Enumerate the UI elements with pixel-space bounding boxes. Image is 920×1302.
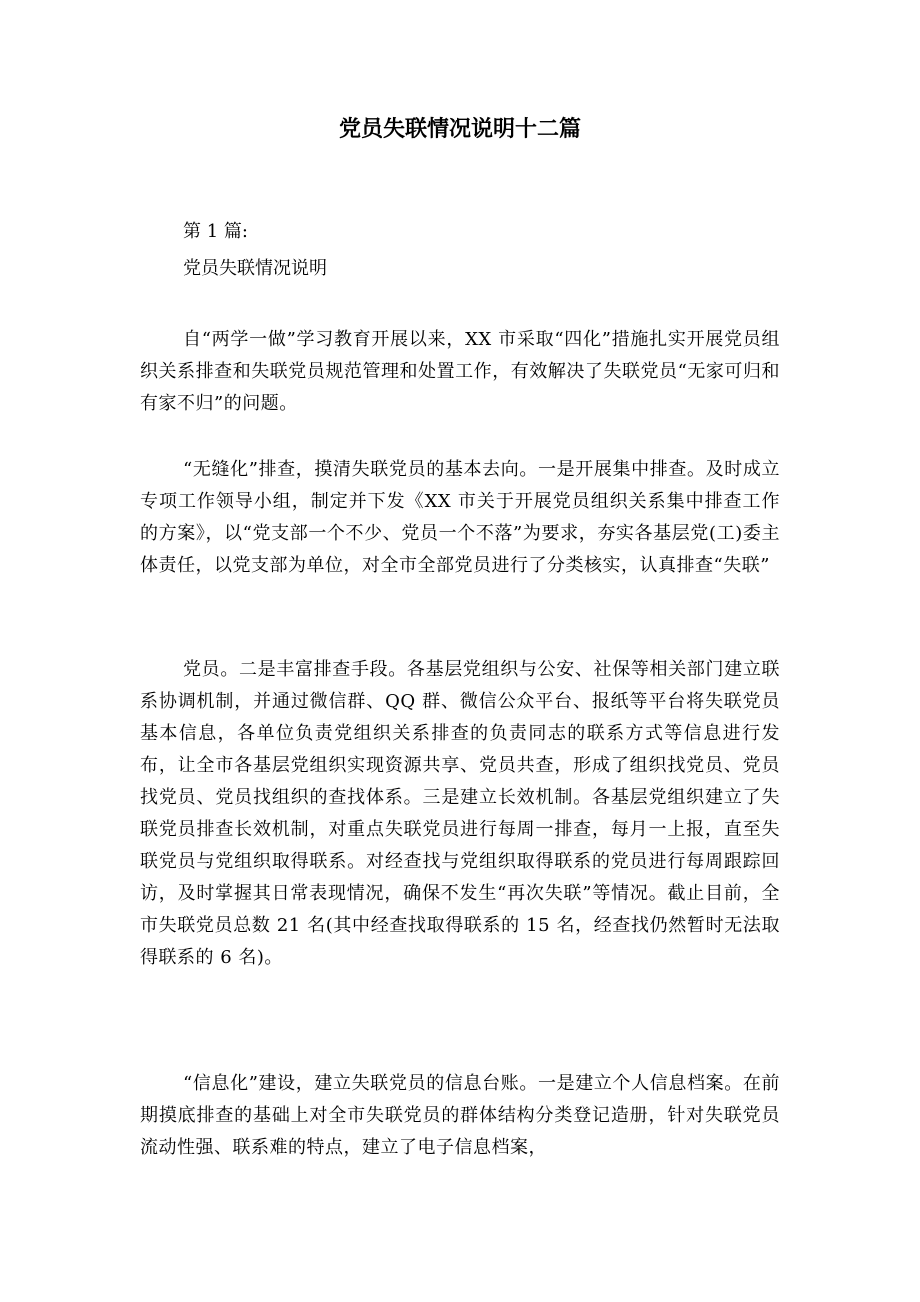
paragraph-seamless-check: “无缝化”排查，摸清失联党员的基本去向。一是开展集中排查。及时成立专项工作领导小组，制定并下发《XX 市关于开展党员组织关系集中排查工作的方案》，以“党支部一个不少、党员一个不落”为要求，夯实各基层党(工)委主体责任，以党支部为单位，对全市全部党员进行了分类核实，认真排查“失联”: [140, 459, 780, 576]
paragraph-check-methods: 党员。二是丰富排查手段。各基层党组织与公安、社保等相关部门建立联系协调机制，并通过微信群、QQ 群、微信公众平台、报纸等平台将失联党员基本信息，各单位负责党组织关系排查的负责同志的联系方式等信息进行发布，让全市各基层党组织实现资源共享、党员共查，形成了组织找党员、党员找党员、党员找组织的查找体系。三是建立长效机制。各基层党组织建立了失联党员排查长效机制，对重点失联党员进行每周一排查，每月一上报，直至失联党员与党组织取得联系。对经查找与党组织取得联系的党员进行每周跟踪回访，及时掌握其日常表现情况，确保不发生“再次失联”等情况。截止目前，全市失联党员总数 21 名(其中经查找取得联系的 15 名，经查找仍然暂时无法取得联系的 6 名)。: [140, 659, 780, 968]
section-subtitle: 党员失联情况说明: [183, 258, 327, 279]
paragraph-intro: 自“两学一做”学习教育开展以来，XX 市采取“四化”措施扎实开展党员组织关系排查和失联党员规范管理和处置工作，有效解决了失联党员“无家可归和有家不归”的问题。: [140, 329, 780, 414]
document-title: 党员失联情况说明十二篇: [338, 117, 581, 142]
section-number: 第 1 篇:: [183, 221, 248, 242]
paragraph-informatization: “信息化”建设，建立失联党员的信息台账。一是建立个人信息档案。在前期摸底排查的基础上对全市失联党员的群体结构分类登记造册，针对失联党员流动性强、联系难的特点，建立了电子信息档案，: [140, 1073, 780, 1158]
